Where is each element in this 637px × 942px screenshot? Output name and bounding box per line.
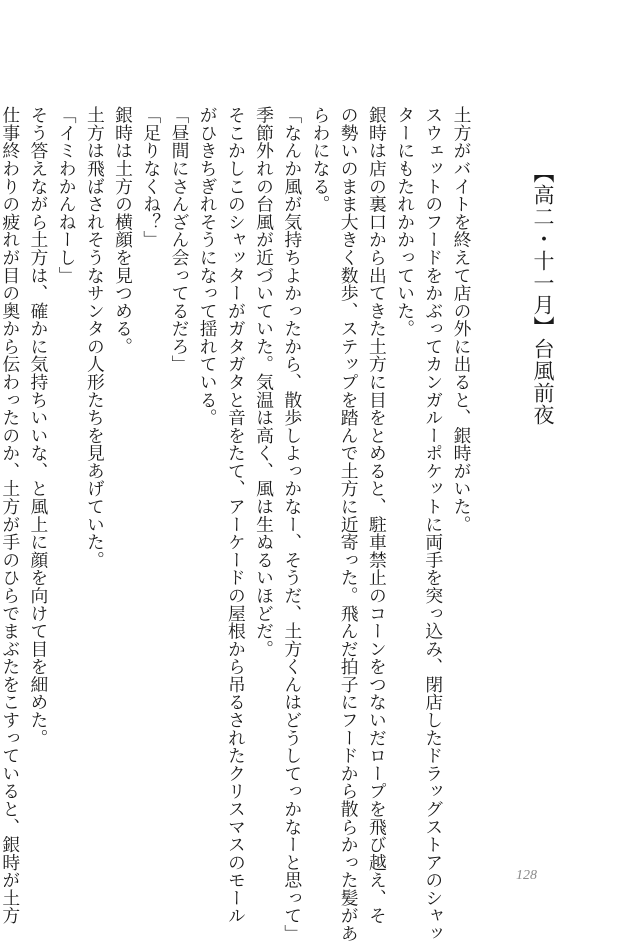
text-line: 季節外れの台風が近づいていた。気温は高く、風は生ぬるいほどだ。 — [253, 106, 275, 658]
text-line: がひきちぎれそうになって揺れている。 — [197, 106, 219, 427]
text-line: スウェットのフードをかぶってカンガルーポケットに両手を突っ込み、閉店したドラッグストアのシャッ — [422, 106, 444, 942]
text-line: 「イミわかんねーし」 — [56, 106, 78, 284]
text-line: 「なんか風が気持ちよかったから、散歩しよっかなー、そうだ、土方くんはどうしてっかなーと思って」 — [281, 106, 303, 942]
text-line: 仕事終わりの疲れが目の奥から伝わったのか、土方が手のひらでまぶたをこすっていると、銀時が土方 — [0, 106, 21, 925]
text-line: そこかしこのシャッターがガタガタと音をたて、アーケードの屋根から吊るされたクリスマスのモール — [225, 106, 247, 925]
page-number: 128 — [516, 868, 537, 883]
text-line: 「足りなくね？」 — [140, 106, 162, 249]
text-line: そう答えながら土方は、確かに気持ちいいな、と風上に顔を向けて目を細めた。 — [27, 106, 49, 747]
text-line: らわになる。 — [309, 106, 331, 213]
body-text — [0, 106, 475, 942]
text-line: の勢いのまま大きく数歩、ステップを踏んで土方に近寄った。飛んだ拍子にフードから散らかった髪があ — [338, 106, 360, 942]
text-line: 「昼間にさんざん会ってるだろ」 — [168, 106, 190, 373]
text-line: ターにもたれかかっていた。 — [394, 106, 416, 338]
chapter-title: 【高二・十一月】台風前夜 — [531, 162, 555, 426]
text-line: 土方がバイトを終えて店の外に出ると、銀時がいた。 — [451, 106, 472, 533]
text-line: 土方は飛ばされそうなサンタの人形たちを見あげていた。 — [84, 106, 106, 569]
text-line: 銀時は土方の横顔を見つめる。 — [112, 106, 134, 356]
text-line: 銀時は店の裏口から出てきた土方に目をとめると、駐車禁止のコーンをつないだロープを飛び越え、そ — [366, 106, 388, 925]
